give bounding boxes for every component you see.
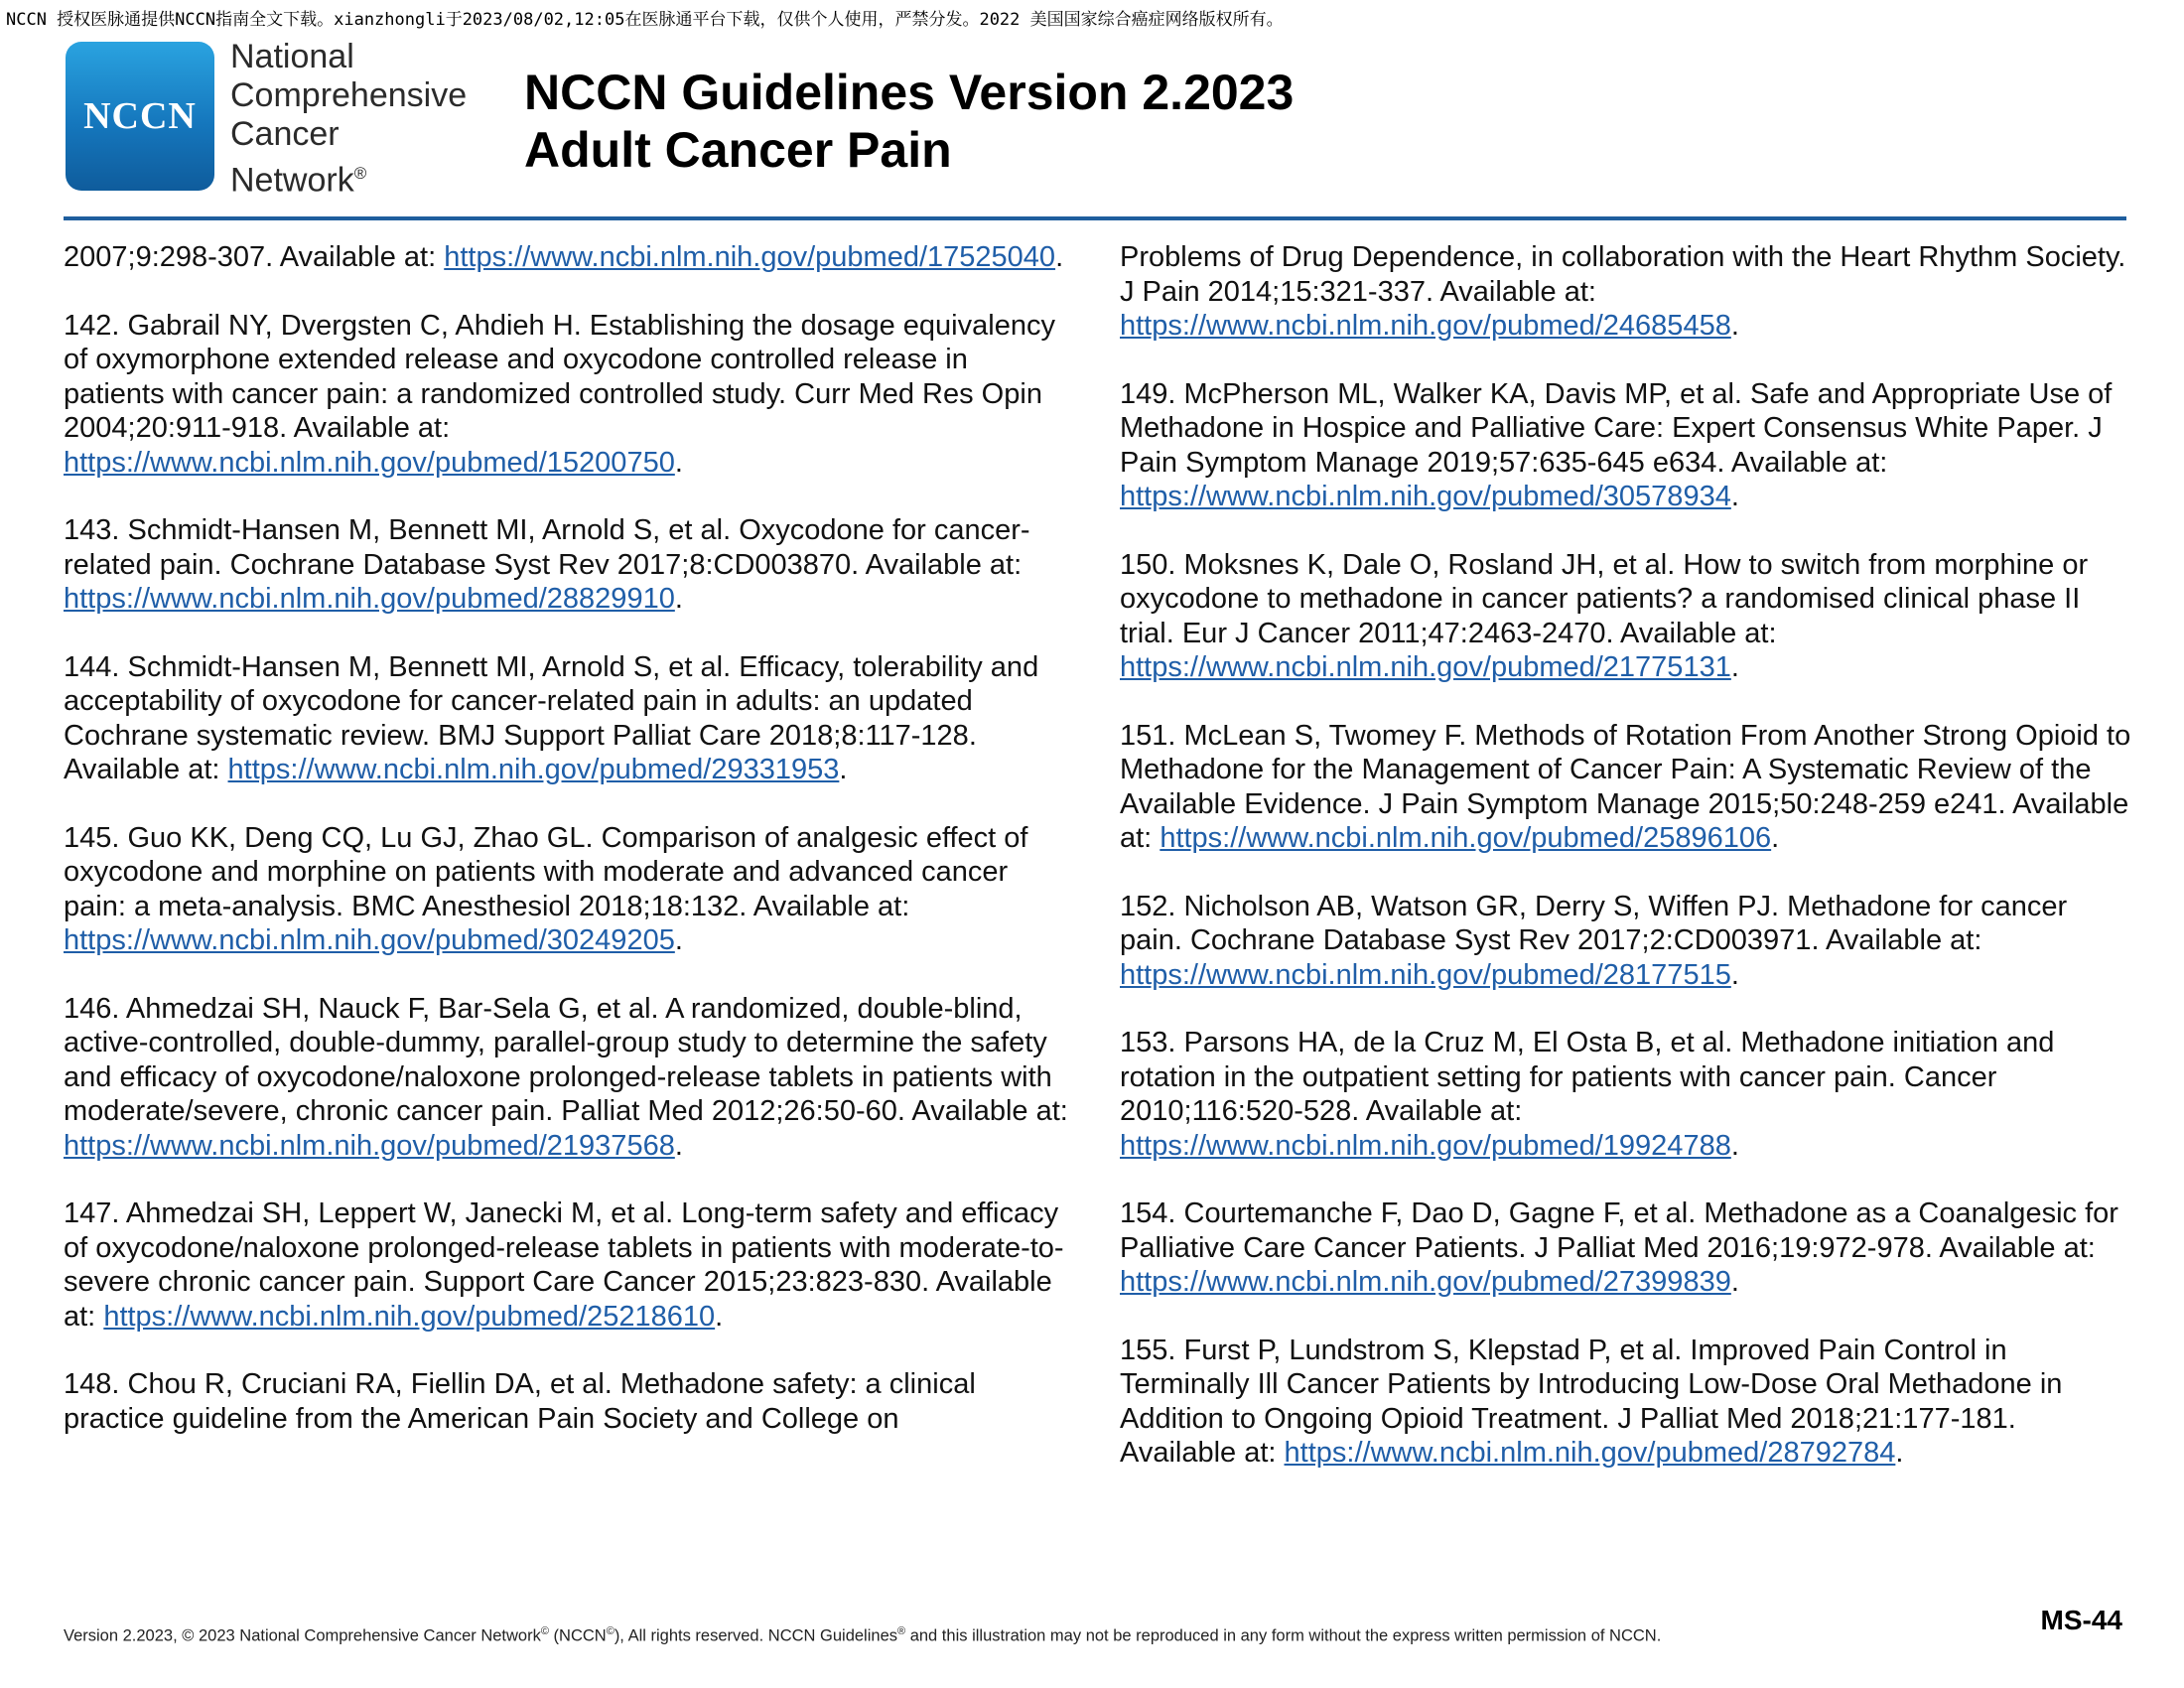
reference-entry: 147. Ahmedzai SH, Leppert W, Janecki M, et al. Long-term safety and efficacy of oxycodone/naloxone prolonged-release tablets in patients with moderate-to-severe chronic cancer pain. Support Care Cancer 2015;23:823-830. Available at: https://www.ncbi.nlm.nih.gov/pubmed/25218610. (64, 1197, 1064, 1333)
reference-entry: 151. McLean S, Twomey F. Methods of Rotation From Another Strong Opioid to Methadone for the Management of Cancer Pain: A Systematic Review of the Available Evidence. J Pain Symptom Manage 2015;50:248-259 e241. Available at: https://www.ncbi.nlm.nih.gov/pubmed/25896106. (1120, 719, 2131, 854)
reference-text: 150. Moksnes K, Dale O, Rosland JH, et al. How to switch from morphine or oxycodone to methadone in cancer patients? a randomised clinical phase II trial. Eur J Cancer 2011;47:2463-2470. Available at: (1120, 548, 2089, 649)
download-watermark: NCCN 授权医脉通提供NCCN指南全文下载。xianzhongli于2023/08/02,12:05在医脉通平台下载，仅供个人使用，严禁分发。2022 美国国家综合癌症网络版权所有。 (6, 10, 1284, 30)
pubmed-link[interactable]: https://www.ncbi.nlm.nih.gov/pubmed/25896106 (1160, 822, 1772, 854)
reference-entry: 153. Parsons HA, de la Cruz M, El Osta B, et al. Methadone initiation and rotation in the outpatient setting for patients with cancer pain. Cancer 2010;116:520-528. Available at: https://www.ncbi.nlm.nih.gov/pubmed/19924788. (1120, 1027, 2055, 1162)
logo-mark-text: NCCN (83, 95, 197, 137)
reference-entry: 149. McPherson ML, Walker KA, Davis MP, et al. Safe and Appropriate Use of Methadone in Hospice and Palliative Care: Expert Consensus White Paper. J Pain Symptom Manage 2019;57:635-645 e634. Available at: https://www.ncbi.nlm.nih.gov/pubmed/30578934. (1120, 377, 2113, 512)
pubmed-link[interactable]: https://www.ncbi.nlm.nih.gov/pubmed/30249205 (64, 924, 675, 956)
footer-text: ), All rights reserved. NCCN Guidelines (614, 1626, 897, 1645)
reference-text: 155. Furst P, Lundstrom S, Klepstad P, et al. Improved Pain Control in Terminally Ill Cancer Patients by Introducing Low-Dose Oral Methadone in Addition to Ongoing Opioid Treatment. J Palliat Med 2018;21:177-181. Available at: (1120, 1334, 2063, 1469)
org-name-network: Network (230, 161, 354, 200)
guideline-topic-title: Adult Cancer Pain (524, 122, 952, 178)
reference-text: 143. Schmidt-Hansen M, Bennett MI, Arnold S, et al. Oxycodone for cancer-related pain. Cochrane Database Syst Rev 2017;8:CD003870. Available at: (64, 514, 1030, 581)
reference-text: 151. McLean S, Twomey F. Methods of Rotation From Another Strong Opioid to Methadone for the Management of Cancer Pain: A Systematic Review of the Available Evidence. J Pain Symptom Manage 2015;50:248-259 e241. Available at: (1120, 719, 2131, 854)
page-number: MS-44 (2040, 1605, 2122, 1635)
pubmed-link[interactable]: https://www.ncbi.nlm.nih.gov/pubmed/29331953 (227, 754, 840, 785)
copyright-footer (64, 1625, 1661, 1646)
reference-text: 148. Chou R, Cruciani RA, Fiellin DA, et al. Methadone safety: a clinical practice guideline from the American Pain Society and College on (64, 1368, 976, 1435)
org-name-line: Cancer (230, 115, 340, 153)
pubmed-link[interactable]: https://www.ncbi.nlm.nih.gov/pubmed/28792784 (1284, 1437, 1896, 1469)
org-name-line: National (230, 38, 354, 75)
reference-text: 147. Ahmedzai SH, Leppert W, Janecki M, et al. Long-term safety and efficacy of oxycodone/naloxone prolonged-release tablets in patients with moderate-to-severe chronic cancer pain. Support Care Cancer 2015;23:823-830. Available at: (64, 1197, 1064, 1333)
reference-entry: 152. Nicholson AB, Watson GR, Derry S, Wiffen PJ. Methadone for cancer pain. Cochrane Database Syst Rev 2017;2:CD003971. Available at: https://www.ncbi.nlm.nih.gov/pubmed/28177515. (1120, 890, 2068, 991)
reference-text: 153. Parsons HA, de la Cruz M, El Osta B, et al. Methadone initiation and rotation in the outpatient setting for patients with cancer pain. Cancer 2010;116:520-528. Available at: (1120, 1027, 2055, 1127)
registered-mark: ® (353, 164, 367, 183)
reference-text: 149. McPherson ML, Walker KA, Davis MP, et al. Safe and Appropriate Use of Methadone in Hospice and Palliative Care: Expert Consensus White Paper. J Pain Symptom Manage 2019;57:635-645 e634. Available at: (1120, 377, 2113, 479)
reference-text: 154. Courtemanche F, Dao D, Gagne F, et al. Methadone as a Coanalgesic for Palliative Care Cancer Patients. J Palliat Med 2016;19:972-978. Available at: (1120, 1197, 2118, 1264)
pubmed-link[interactable]: https://www.ncbi.nlm.nih.gov/pubmed/21775131 (1120, 651, 1731, 683)
reference-text: 146. Ahmedzai SH, Nauck F, Bar-Sela G, et al. A randomized, double-blind, active-controlled, double-dummy, parallel-group study to determine the safety and efficacy of oxycodone/naloxone prolonged-release tablets in patients with moderate/severe, chronic cancer pain. Palliat Med 2012;26:50-60. Available at: (64, 992, 1068, 1127)
reference-text: 152. Nicholson AB, Watson GR, Derry S, Wiffen PJ. Methadone for cancer pain. Cochrane Database Syst Rev 2017;2:CD003971. Available at: (1120, 890, 2068, 956)
pubmed-link[interactable]: https://www.ncbi.nlm.nih.gov/pubmed/28829910 (64, 583, 675, 615)
guidelines-version-title: NCCN Guidelines Version 2.2023 (524, 65, 1295, 120)
org-name-line (230, 154, 467, 200)
pubmed-link[interactable]: https://www.ncbi.nlm.nih.gov/pubmed/30578934 (1120, 481, 1731, 512)
reference-entry: 142. Gabrail NY, Dvergsten C, Ahdieh H. Establishing the dosage equivalency of oxymorphone extended release and oxycodone controlled release in patients with cancer pain: a randomized controlled study. Curr Med Res Opin 2004;20:911-918. Available at: https://www.ncbi.nlm.nih.gov/pubmed/15200750. (64, 309, 1055, 479)
header-divider (64, 216, 2126, 220)
pubmed-link[interactable]: https://www.ncbi.nlm.nih.gov/pubmed/27399839 (1120, 1266, 1731, 1298)
reference-entry: Problems of Drug Dependence, in collaboration with the Heart Rhythm Society. J Pain 2014;15:321-337. Available at: https://www.ncbi.nlm.nih.gov/pubmed/24685458. (1120, 241, 2126, 342)
pubmed-link[interactable]: https://www.ncbi.nlm.nih.gov/pubmed/21937568 (64, 1129, 675, 1162)
page-title (524, 64, 1294, 179)
copyright-mark: © (540, 1625, 549, 1637)
reference-entry: 143. Schmidt-Hansen M, Bennett MI, Arnold S, et al. Oxycodone for cancer-related pain. Cochrane Database Syst Rev 2017;8:CD003870. Available at: https://www.ncbi.nlm.nih.gov/pubmed/28829910. (64, 514, 1030, 615)
reference-text: 2007;9:298-307. Available at: (64, 241, 437, 273)
references-left-column (64, 240, 1076, 1470)
reference-text: 144. Schmidt-Hansen M, Bennett MI, Arnold S, et al. Efficacy, tolerability and acceptability of oxycodone for cancer-related pain in adults: an updated Cochrane systematic review. BMJ Support Palliat Care 2018;8:117-128. Available at: (64, 650, 1039, 785)
reference-entry (64, 1367, 1076, 1436)
footer-text: Version 2.2023, © 2023 National Comprehensive Cancer Network (64, 1626, 541, 1645)
nccn-logo (66, 42, 214, 191)
reference-entry: 145. Guo KK, Deng CQ, Lu GJ, Zhao GL. Comparison of analgesic effect of oxycodone and morphine on patients with moderate and advanced cancer pain: a meta-analysis. BMC Anesthesiol 2018;18:132. Available at: https://www.ncbi.nlm.nih.gov/pubmed/30249205. (64, 821, 1028, 956)
reference-entry: 154. Courtemanche F, Dao D, Gagne F, et al. Methadone as a Coanalgesic for Palliative Care Cancer Patients. J Palliat Med 2016;19:972-978. Available at: https://www.ncbi.nlm.nih.gov/pubmed/27399839. (1120, 1197, 2118, 1298)
pubmed-link[interactable]: https://www.ncbi.nlm.nih.gov/pubmed/15200750 (64, 446, 675, 479)
organization-name (230, 38, 467, 200)
reference-entry: 144. Schmidt-Hansen M, Bennett MI, Arnold S, et al. Efficacy, tolerability and acceptability of oxycodone for cancer-related pain in adults: an updated Cochrane systematic review. BMJ Support Palliat Care 2018;8:117-128. Available at: https://www.ncbi.nlm.nih.gov/pubmed/29331953. (64, 650, 1039, 785)
reference-text: 142. Gabrail NY, Dvergsten C, Ahdieh H. Establishing the dosage equivalency of oxymorphone extended release and oxycodone controlled release in patients with cancer pain: a randomized controlled study. Curr Med Res Opin 2004;20:911-918. Available at: (64, 309, 1055, 444)
footer-text: (NCCN (548, 1626, 607, 1645)
copyright-mark: © (606, 1625, 614, 1637)
reference-entry: 155. Furst P, Lundstrom S, Klepstad P, et al. Improved Pain Control in Terminally Ill Cancer Patients by Introducing Low-Dose Oral Methadone in Addition to Ongoing Opioid Treatment. J Palliat Med 2018;21:177-181. Available at: https://www.ncbi.nlm.nih.gov/pubmed/28792784. (1120, 1334, 2063, 1469)
pubmed-link[interactable]: https://www.ncbi.nlm.nih.gov/pubmed/28177515 (1120, 958, 1731, 991)
reference-entry: 150. Moksnes K, Dale O, Rosland JH, et al. How to switch from morphine or oxycodone to methadone in cancer patients? a randomised clinical phase II trial. Eur J Cancer 2011;47:2463-2470. Available at: https://www.ncbi.nlm.nih.gov/pubmed/21775131. (1120, 548, 2089, 683)
pubmed-link[interactable]: https://www.ncbi.nlm.nih.gov/pubmed/24685458 (1120, 310, 1731, 342)
reference-entry: 146. Ahmedzai SH, Nauck F, Bar-Sela G, et al. A randomized, double-blind, active-controlled, double-dummy, parallel-group study to determine the safety and efficacy of oxycodone/naloxone prolonged-release tablets in patients with moderate/severe, chronic cancer pain. Palliat Med 2012;26:50-60. Available at: https://www.ncbi.nlm.nih.gov/pubmed/21937568. (64, 992, 1068, 1162)
footer-text: and this illustration may not be reproduced in any form without the express written permission of NCCN. (905, 1626, 1662, 1645)
pubmed-link[interactable]: https://www.ncbi.nlm.nih.gov/pubmed/25218610 (103, 1300, 716, 1333)
reference-text: Problems of Drug Dependence, in collaboration with the Heart Rhythm Society. J Pain 2014;15:321-337. Available at: (1120, 241, 2126, 308)
pubmed-link[interactable]: https://www.ncbi.nlm.nih.gov/pubmed/17525040 (444, 241, 1056, 273)
references-right-column (1120, 240, 2132, 1504)
reference-entry: 2007;9:298-307. Available at: https://www.ncbi.nlm.nih.gov/pubmed/17525040. (64, 241, 1064, 273)
org-name-line: Comprehensive (230, 76, 468, 114)
reference-text: 145. Guo KK, Deng CQ, Lu GJ, Zhao GL. Comparison of analgesic effect of oxycodone and morphine on patients with moderate and advanced cancer pain: a meta-analysis. BMC Anesthesiol 2018;18:132. Available at: (64, 821, 1028, 922)
registered-mark: ® (897, 1625, 906, 1637)
pubmed-link[interactable]: https://www.ncbi.nlm.nih.gov/pubmed/19924788 (1120, 1129, 1731, 1162)
